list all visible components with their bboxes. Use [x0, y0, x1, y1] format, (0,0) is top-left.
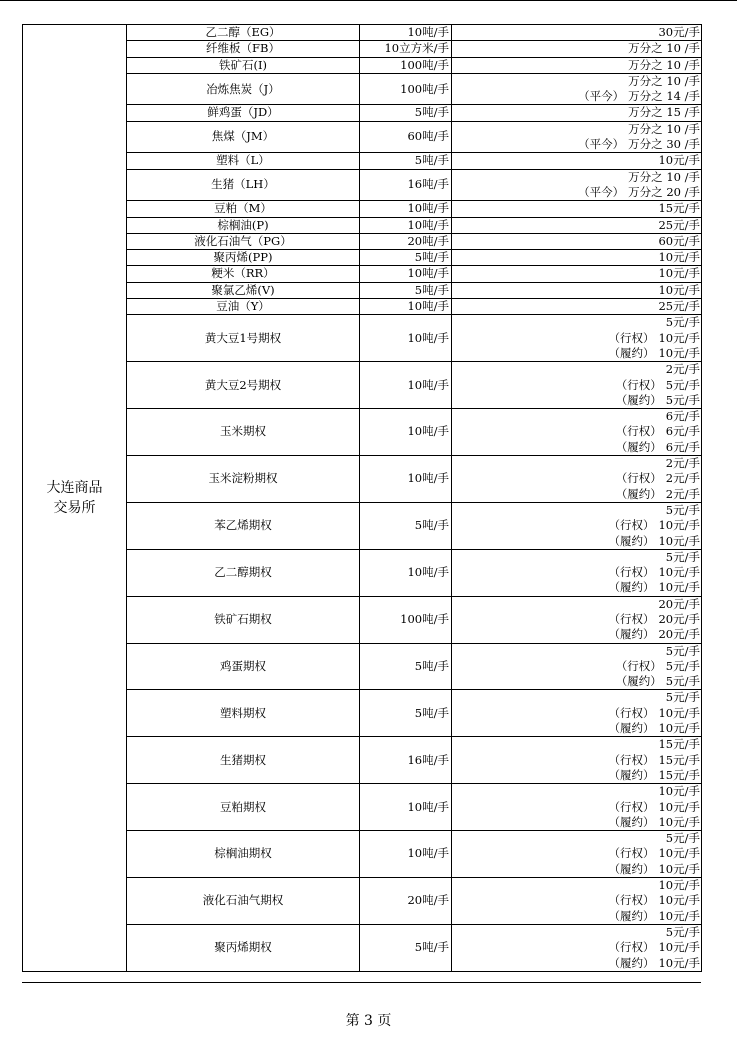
fee-condition-label: （履约）: [608, 580, 655, 595]
fee-value: 30元/手: [658, 25, 700, 39]
contract-unit: 10吨/手: [360, 217, 452, 233]
fee-value: 5元/手: [665, 924, 700, 939]
contract-unit: 5吨/手: [360, 690, 452, 737]
product-name: 乙二醇期权: [127, 549, 360, 596]
fee-condition-label: （行权）: [608, 565, 655, 580]
fee-line: [454, 185, 700, 200]
fee-line: [454, 753, 700, 768]
product-name: 焦煤（JM）: [127, 121, 360, 153]
fee-condition-label: （行权）: [608, 705, 655, 720]
contract-unit: 10吨/手: [360, 549, 452, 596]
contract-unit: 10吨/手: [360, 784, 452, 831]
fee-condition-label: （行权）: [608, 611, 655, 626]
fee-condition-label: （行权）: [608, 518, 655, 533]
fee-line: [454, 153, 700, 168]
fee-condition-label: （履约）: [608, 814, 655, 829]
contract-unit: 10吨/手: [360, 299, 452, 315]
contract-unit: 5吨/手: [360, 153, 452, 169]
fee-value: 5元/手: [665, 377, 700, 392]
fee-cell: [452, 25, 702, 41]
fee-value: 10元/手: [658, 908, 700, 923]
contract-unit: 20吨/手: [360, 233, 452, 249]
fee-value: 10元/手: [658, 345, 700, 360]
fee-line: [454, 862, 700, 877]
product-name: 鸡蛋期权: [127, 643, 360, 690]
contract-unit: 100吨/手: [360, 596, 452, 643]
fee-line: [454, 565, 700, 580]
fee-value: 5元/手: [665, 674, 700, 689]
fee-condition-label: （履约）: [615, 439, 662, 454]
fee-value: 10元/手: [658, 721, 700, 736]
fee-line: [454, 768, 700, 783]
fee-line: [454, 815, 700, 830]
page-number: 第 3 页: [345, 1013, 392, 1029]
fee-cell: [452, 41, 702, 57]
fee-value: 10元/手: [658, 153, 700, 168]
fee-value: 5元/手: [665, 831, 700, 846]
fee-value: 5元/手: [665, 643, 700, 658]
contract-unit: 16吨/手: [360, 169, 452, 201]
fee-value: 5元/手: [665, 690, 700, 705]
fee-cell: [452, 57, 702, 73]
fee-line: [454, 393, 700, 408]
fee-line: [454, 89, 700, 104]
product-name: 黄大豆2号期权: [127, 362, 360, 409]
fee-line: [454, 424, 700, 439]
contract-unit: 5吨/手: [360, 502, 452, 549]
fee-cell: [452, 73, 702, 105]
product-name: 棕榈油期权: [127, 831, 360, 878]
fee-value: 10元/手: [658, 799, 700, 814]
fee-cell: [452, 643, 702, 690]
fee-table-container: [22, 24, 701, 972]
fee-line: [454, 122, 700, 137]
fee-cell: [452, 266, 702, 282]
product-name: 聚氯乙烯(V): [127, 282, 360, 298]
contract-unit: 5吨/手: [360, 282, 452, 298]
fee-cell: [452, 121, 702, 153]
product-name: 豆粕（M）: [127, 201, 360, 217]
fee-line: [454, 518, 700, 533]
fee-condition-label: （履约）: [615, 486, 662, 501]
contract-unit: 10吨/手: [360, 266, 452, 282]
fee-cell: [452, 549, 702, 596]
product-name: 黄大豆1号期权: [127, 315, 360, 362]
fee-line: [454, 378, 700, 393]
fee-cell: [452, 169, 702, 201]
fee-cell: [452, 502, 702, 549]
exchange-name-line: 交易所: [53, 499, 96, 516]
exchange-name-line: 大连商品: [46, 479, 103, 496]
fee-value: 10元/手: [658, 282, 700, 297]
fee-value: 5元/手: [665, 502, 700, 517]
fee-line: [454, 58, 700, 73]
fee-value: 6元/手: [665, 439, 700, 454]
fee-condition-label: （行权）: [608, 893, 655, 908]
fee-condition-label: （履约）: [608, 767, 655, 782]
fee-line: [454, 674, 700, 689]
top-rule: [0, 0, 737, 1]
product-name: 冶炼焦炭（J）: [127, 73, 360, 105]
fee-condition-label: （履约）: [608, 908, 655, 923]
contract-unit: 5吨/手: [360, 924, 452, 971]
fee-line: [454, 737, 700, 752]
fee-line: [454, 25, 700, 40]
fee-cell: [452, 201, 702, 217]
fee-value: 万分之 10 /手: [628, 41, 700, 56]
fee-value: 60元/手: [658, 233, 700, 248]
fee-condition-label: （行权）: [608, 752, 655, 767]
fee-value: 万分之 10 /手: [628, 57, 700, 72]
fee-value: 25元/手: [658, 217, 700, 232]
fee-cell: [452, 233, 702, 249]
fee-line: [454, 409, 700, 424]
fee-line: [454, 503, 700, 518]
product-name: 豆油（Y）: [127, 299, 360, 315]
product-name: 塑料（L）: [127, 153, 360, 169]
fee-line: [454, 41, 700, 56]
fee-line: [454, 170, 700, 185]
fee-line: [454, 346, 700, 361]
fee-cell: [452, 282, 702, 298]
fee-value: 10元/手: [658, 580, 700, 595]
fee-value: 20元/手: [658, 611, 700, 626]
table-row: [23, 25, 702, 41]
fee-line: [454, 909, 700, 924]
fee-value: 5元/手: [665, 392, 700, 407]
fee-line: [454, 706, 700, 721]
fee-condition-label: （行权）: [615, 377, 662, 392]
fee-condition-label: （行权）: [608, 846, 655, 861]
product-name: 生猪（LH）: [127, 169, 360, 201]
fee-cell: [452, 105, 702, 121]
fee-cell: [452, 153, 702, 169]
fee-value: 15元/手: [658, 752, 700, 767]
fee-condition-label: （行权）: [615, 424, 662, 439]
contract-unit: 5吨/手: [360, 250, 452, 266]
fee-cell: [452, 456, 702, 503]
fee-cell: [452, 362, 702, 409]
product-name: 棕榈油(P): [127, 217, 360, 233]
fee-line: [454, 550, 700, 565]
product-name: 液化石油气期权: [127, 878, 360, 925]
fee-cell: [452, 924, 702, 971]
fee-value: 万分之 14 /手: [628, 89, 700, 104]
contract-unit: 10吨/手: [360, 315, 452, 362]
fee-value: 万分之 15 /手: [628, 105, 700, 120]
fee-line: [454, 644, 700, 659]
fee-condition-label: （平今）: [578, 89, 625, 104]
fee-table-body: [23, 25, 702, 972]
fee-value: 6元/手: [665, 409, 700, 424]
fee-line: [454, 315, 700, 330]
fee-line: [454, 925, 700, 940]
fee-line: [454, 690, 700, 705]
fee-value: 万分之 30 /手: [628, 137, 700, 152]
fee-value: 5元/手: [665, 315, 700, 330]
fee-value: 10元/手: [658, 784, 700, 799]
fee-condition-label: （行权）: [615, 658, 662, 673]
fee-cell: [452, 878, 702, 925]
contract-unit: 10吨/手: [360, 831, 452, 878]
fee-value: 10元/手: [658, 565, 700, 580]
fee-table: [22, 24, 702, 972]
fee-line: [454, 534, 700, 549]
fee-cell: [452, 250, 702, 266]
product-name: 生猪期权: [127, 737, 360, 784]
contract-unit: 100吨/手: [360, 73, 452, 105]
fee-cell: [452, 409, 702, 456]
fee-condition-label: （履约）: [615, 674, 662, 689]
fee-value: 15元/手: [658, 201, 700, 216]
fee-value: 2元/手: [665, 362, 700, 377]
fee-condition-label: （履约）: [608, 345, 655, 360]
product-name: 苯乙烯期权: [127, 502, 360, 549]
fee-line: [454, 627, 700, 642]
fee-line: [454, 893, 700, 908]
fee-line: [454, 597, 700, 612]
contract-unit: 10吨/手: [360, 201, 452, 217]
fee-line: [454, 878, 700, 893]
fee-line: [454, 846, 700, 861]
fee-line: [454, 201, 700, 216]
fee-cell: [452, 784, 702, 831]
fee-condition-label: （平今）: [578, 137, 625, 152]
product-name: 纤维板（FB）: [127, 41, 360, 57]
contract-unit: 60吨/手: [360, 121, 452, 153]
fee-value: 万分之 10 /手: [628, 121, 700, 136]
fee-line: [454, 721, 700, 736]
fee-line: [454, 362, 700, 377]
contract-unit: 10吨/手: [360, 409, 452, 456]
contract-unit: 10吨/手: [360, 25, 452, 41]
fee-value: 10元/手: [658, 814, 700, 829]
fee-condition-label: （履约）: [608, 861, 655, 876]
contract-unit: 5吨/手: [360, 105, 452, 121]
product-name: 玉米淀粉期权: [127, 456, 360, 503]
fee-value: 10元/手: [658, 518, 700, 533]
fee-cell: [452, 831, 702, 878]
contract-unit: 10吨/手: [360, 456, 452, 503]
product-name: 豆粕期权: [127, 784, 360, 831]
fee-condition-label: （履约）: [608, 533, 655, 548]
fee-line: [454, 800, 700, 815]
contract-unit: 10立方米/手: [360, 41, 452, 57]
fee-value: 万分之 10 /手: [628, 73, 700, 88]
fee-value: 25元/手: [658, 299, 700, 314]
fee-line: [454, 831, 700, 846]
fee-condition-label: （行权）: [608, 799, 655, 814]
fee-value: 20元/手: [658, 627, 700, 642]
product-name: 聚丙烯(PP): [127, 250, 360, 266]
fee-value: 10元/手: [658, 330, 700, 345]
fee-line: [454, 471, 700, 486]
fee-line: [454, 940, 700, 955]
fee-value: 2元/手: [665, 456, 700, 471]
fee-value: 10元/手: [658, 533, 700, 548]
fee-line: [454, 956, 700, 971]
fee-line: [454, 74, 700, 89]
product-name: 鲜鸡蛋（JD）: [127, 105, 360, 121]
fee-value: 10元/手: [658, 861, 700, 876]
product-name: 塑料期权: [127, 690, 360, 737]
contract-unit: 16吨/手: [360, 737, 452, 784]
fee-cell: [452, 596, 702, 643]
contract-unit: 20吨/手: [360, 878, 452, 925]
fee-value: 万分之 20 /手: [628, 184, 700, 199]
product-name: 玉米期权: [127, 409, 360, 456]
fee-line: [454, 659, 700, 674]
fee-line: [454, 612, 700, 627]
product-name: 乙二醇（EG）: [127, 25, 360, 41]
fee-value: 万分之 10 /手: [628, 169, 700, 184]
fee-line: [454, 456, 700, 471]
contract-unit: 100吨/手: [360, 57, 452, 73]
fee-cell: [452, 690, 702, 737]
fee-value: 5元/手: [665, 549, 700, 564]
fee-value: 10元/手: [658, 940, 700, 955]
fee-value: 20元/手: [658, 596, 700, 611]
product-name: 粳米（RR）: [127, 266, 360, 282]
fee-value: 10元/手: [658, 846, 700, 861]
fee-condition-label: （行权）: [608, 330, 655, 345]
product-name: 液化石油气（PG）: [127, 233, 360, 249]
fee-condition-label: （平今）: [578, 184, 625, 199]
fee-cell: [452, 737, 702, 784]
fee-value: 6元/手: [665, 424, 700, 439]
fee-value: 10元/手: [658, 266, 700, 281]
fee-value: 10元/手: [658, 705, 700, 720]
fee-value: 15元/手: [658, 767, 700, 782]
fee-value: 2元/手: [665, 486, 700, 501]
fee-condition-label: （履约）: [608, 721, 655, 736]
fee-condition-label: （行权）: [615, 471, 662, 486]
fee-cell: [452, 299, 702, 315]
fee-condition-label: （行权）: [608, 940, 655, 955]
fee-line: [454, 299, 700, 314]
fee-line: [454, 266, 700, 281]
contract-unit: 5吨/手: [360, 643, 452, 690]
fee-condition-label: （履约）: [608, 627, 655, 642]
fee-line: [454, 580, 700, 595]
fee-value: 5元/手: [665, 658, 700, 673]
fee-value: 10元/手: [658, 250, 700, 265]
fee-line: [454, 218, 700, 233]
fee-condition-label: （履约）: [615, 392, 662, 407]
product-name: 聚丙烯期权: [127, 924, 360, 971]
product-name: 铁矿石(I): [127, 57, 360, 73]
fee-line: [454, 440, 700, 455]
fee-cell: [452, 315, 702, 362]
fee-line: [454, 137, 700, 152]
exchange-name-cell: [23, 25, 127, 972]
fee-value: 10元/手: [658, 878, 700, 893]
fee-line: [454, 105, 700, 120]
fee-value: 15元/手: [658, 737, 700, 752]
contract-unit: 10吨/手: [360, 362, 452, 409]
fee-line: [454, 487, 700, 502]
fee-value: 2元/手: [665, 471, 700, 486]
fee-line: [454, 784, 700, 799]
fee-cell: [452, 217, 702, 233]
fee-value: 10元/手: [658, 893, 700, 908]
fee-line: [454, 331, 700, 346]
product-name: 铁矿石期权: [127, 596, 360, 643]
fee-condition-label: （履约）: [608, 955, 655, 970]
fee-value: 10元/手: [658, 955, 700, 970]
fee-line: [454, 234, 700, 249]
fee-line: [454, 283, 700, 298]
fee-line: [454, 250, 700, 265]
bottom-rule: [22, 982, 701, 983]
